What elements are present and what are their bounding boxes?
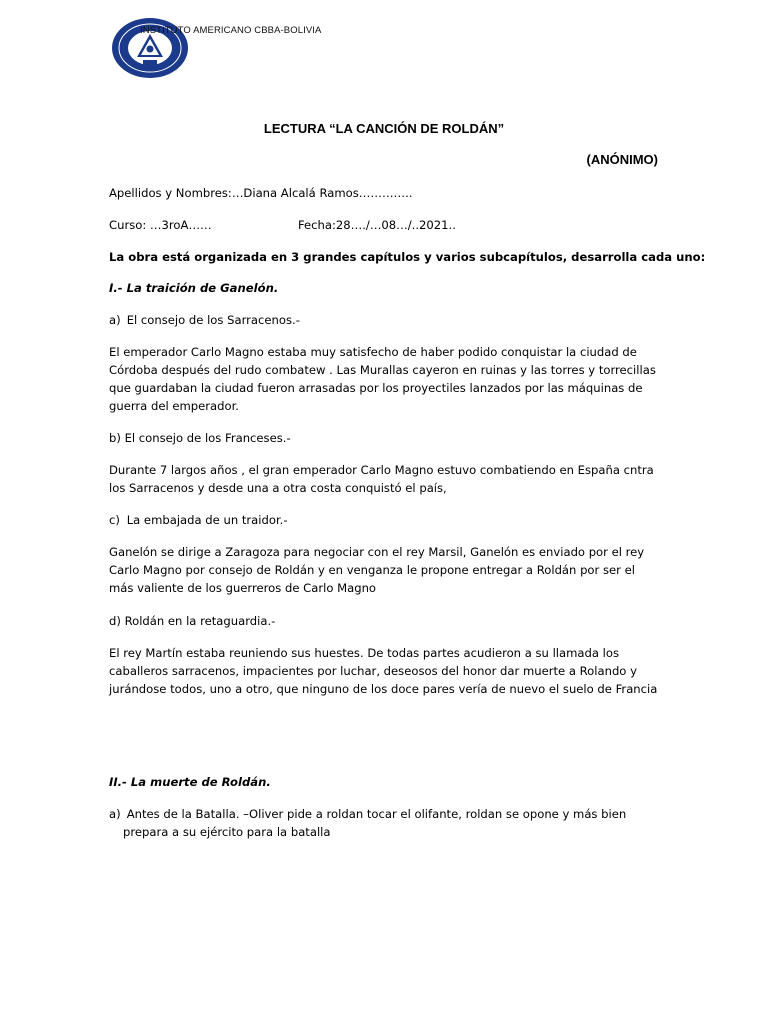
document-author: (ANÓNIMO): [586, 152, 658, 167]
paragraph-line: Córdoba después del rudo combatew . Las Murallas cayeron en ruinas y las torres y torrecillas: [109, 363, 656, 377]
chapter-1-heading: I.- La traición de Ganelón.: [109, 281, 279, 295]
institution-name: INSTITUTO AMERICANO CBBA-BOLIVIA: [140, 25, 322, 36]
list-marker: a): [109, 807, 121, 821]
subsection-2a-text: Antes de la Batalla. –Oliver pide a roldan tocar el olifante, roldan se opone y más bien: [126, 807, 627, 821]
paragraph-line: El rey Martín estaba reuniendo sus huestes. De todas partes acudieron a su llamada los: [109, 646, 620, 660]
subsection-c-heading: [109, 511, 657, 529]
subsection-c-title: La embajada de un traidor.-: [126, 513, 288, 527]
paragraph-line: caballeros sarracenos, impacientes por luchar, deseosos del honor dar muerte a Rolando y: [109, 664, 637, 678]
subsection-d-heading: d) Roldán en la retaguardia.-: [109, 614, 276, 628]
course-date-row: [109, 216, 657, 234]
subsection-a-title: El consejo de los Sarracenos.-: [126, 313, 300, 327]
subsection-a-heading: [109, 311, 657, 329]
instruction-text: La obra está organizada en 3 grandes capítulos y varios subcapítulos, desarrolla cada uno:: [109, 250, 706, 264]
paragraph-line: El emperador Carlo Magno estaba muy satisfecho de haber podido conquistar la ciudad de: [109, 345, 637, 359]
paragraph-line: jurándose todos, uno a otro, que ninguno de los doce pares vería de nuevo el suelo de Francia: [109, 682, 658, 696]
paragraph-line: Carlo Magno por consejo de Roldán y en venganza le propone entregar a Roldán por ser el: [109, 563, 635, 577]
list-marker: c): [109, 513, 120, 527]
document-title: LECTURA “LA CANCIÓN DE ROLDÁN”: [263, 121, 505, 136]
subsection-2a-line: prepara a su ejército para la batalla: [123, 825, 331, 839]
paragraph-line: Durante 7 largos años , el gran emperador Carlo Magno estuvo combatiendo en España cntra: [109, 463, 654, 477]
course-field: Curso: …3roA……: [109, 218, 212, 232]
list-marker: a): [109, 313, 121, 327]
subsection-b-heading: b) El consejo de los Franceses.-: [109, 431, 291, 445]
subsection-2a-line: [109, 805, 657, 823]
paragraph-line: los Sarracenos y desde una a otra costa conquistó el país,: [109, 481, 447, 495]
paragraph-line: más valiente de los guerreros de Carlo Magno: [109, 581, 377, 595]
names-field: Apellidos y Nombres:…Diana Alcalá Ramos…………..: [109, 186, 413, 200]
paragraph-line: que guardaban la ciudad fueron arrasadas por los proyectiles lanzados por las máquinas de: [109, 381, 643, 395]
paragraph-line: Ganelón se dirige a Zaragoza para negociar con el rey Marsil, Ganelón es enviado por el rey: [109, 545, 645, 559]
chapter-2-heading: II.- La muerte de Roldán.: [109, 775, 271, 789]
paragraph-line: guerra del emperador.: [109, 399, 239, 413]
date-field: Fecha:28…./…08…/..2021..: [298, 218, 456, 232]
